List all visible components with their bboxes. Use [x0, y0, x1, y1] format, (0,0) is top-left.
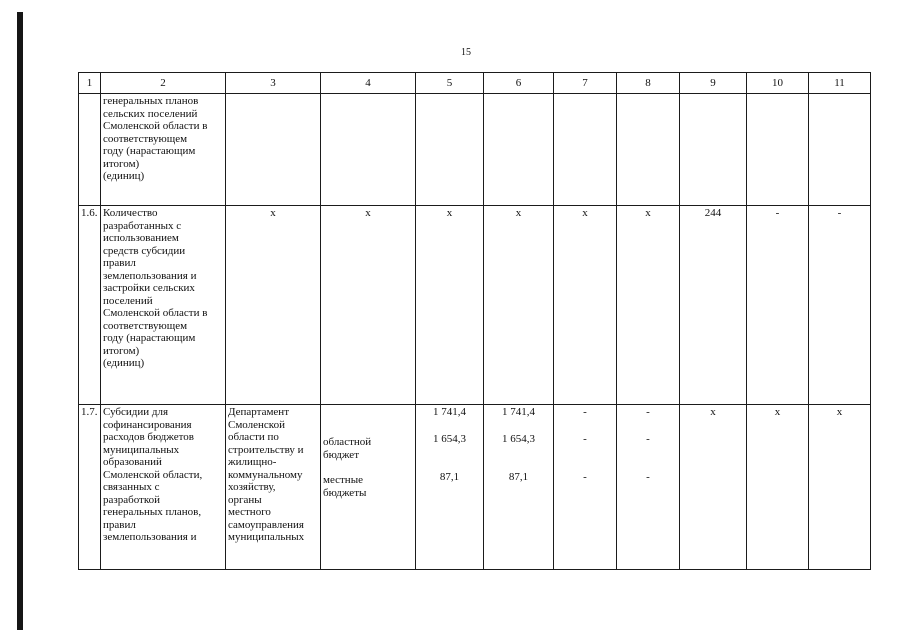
header-cell: 11	[809, 73, 871, 94]
text-line: Смоленской области в	[103, 120, 208, 132]
text-line: Смоленской области в	[103, 307, 208, 319]
text-line: Департамент	[228, 406, 290, 418]
header-row	[79, 73, 871, 94]
header-cell: 2	[101, 73, 226, 94]
text-line: Субсидии для	[103, 406, 169, 418]
cell-value: -	[747, 206, 809, 405]
header-cell: 7	[554, 73, 617, 94]
scan-edge-bar	[17, 12, 23, 630]
text-line: разработанных с	[103, 219, 182, 232]
amount-cell	[484, 405, 554, 570]
cell-value: 87,1	[439, 471, 460, 483]
text-line: муниципальных	[103, 443, 180, 456]
text-line: генеральных планов,	[103, 506, 202, 518]
text-line: областной	[323, 436, 372, 448]
cell-value: 1 741,4	[502, 406, 535, 418]
header-cell: 8	[617, 73, 680, 94]
budget-source	[321, 405, 416, 570]
cell-value: -	[583, 406, 587, 418]
text-line: разработкой	[103, 493, 161, 506]
text-line: соответствующем	[103, 319, 188, 332]
text-line: хозяйству,	[228, 481, 276, 493]
text-line: бюджеты	[323, 486, 367, 499]
text-line: органы	[228, 493, 262, 506]
text-line: бюджет	[323, 448, 359, 461]
indicator-text	[101, 405, 226, 570]
text-line: местного	[228, 506, 271, 518]
text-line: муниципальных	[228, 531, 305, 543]
cell-value: 244	[680, 206, 747, 405]
header-cell: 9	[680, 73, 747, 94]
indicator-text	[101, 206, 226, 405]
text-line: строительству и	[228, 443, 304, 456]
text-line: Смоленской области,	[103, 468, 203, 481]
text-line: генеральных планов	[103, 95, 199, 107]
amount-cell	[416, 405, 484, 570]
amount-cell	[554, 405, 617, 570]
text-line: расходов бюджетов	[103, 431, 194, 443]
text-line: образований	[103, 456, 162, 468]
text-line: сельских поселений	[103, 107, 198, 120]
cell-value: -	[646, 432, 650, 445]
page-number: 15	[461, 47, 471, 58]
text-line: землепользования и	[103, 531, 197, 543]
text-line: коммунальному	[228, 468, 303, 481]
cell-value: 87,1	[508, 471, 529, 483]
text-line: самоуправления	[228, 518, 304, 531]
header-cell: 6	[484, 73, 554, 94]
text-line: застройки сельских	[103, 282, 195, 294]
text-line: году (нарастающим	[103, 332, 196, 344]
text-line: итогом)	[103, 344, 140, 357]
header-cell: 5	[416, 73, 484, 94]
cell-value: х	[617, 206, 680, 405]
header-cell: 10	[747, 73, 809, 94]
text-line: софинансирования	[103, 418, 192, 431]
text-line: (единиц)	[103, 357, 145, 369]
text-line: жилищно-	[228, 456, 277, 468]
text-line: правил	[103, 518, 136, 531]
text-line: поселений	[103, 294, 153, 307]
cell-value: х	[809, 405, 871, 570]
cell-value: -	[583, 471, 587, 483]
executor-text	[226, 405, 321, 570]
text-line: соответствующем	[103, 132, 188, 145]
text-line: использованием	[103, 232, 179, 244]
cell-value: х	[226, 206, 321, 405]
cell-value: -	[583, 432, 587, 445]
text-line: средств субсидии	[103, 244, 186, 257]
row-number: 1.7.	[79, 405, 101, 570]
cell-value: х	[747, 405, 809, 570]
text-line: итогом)	[103, 157, 140, 170]
text-line: области по	[228, 431, 279, 443]
cell-value: х	[680, 405, 747, 570]
header-cell: 4	[321, 73, 416, 94]
text-line: землепользования и	[103, 269, 197, 282]
text-line: правил	[103, 257, 136, 269]
cell-value: -	[809, 206, 871, 405]
header-cell: 3	[226, 73, 321, 94]
table-row	[79, 206, 871, 405]
cell-value: х	[554, 206, 617, 405]
amount-cell	[617, 405, 680, 570]
cell-value: х	[416, 206, 484, 405]
row-number: 1.6.	[79, 206, 101, 405]
cell-value: -	[646, 471, 650, 483]
text-line: связанных с	[103, 481, 160, 493]
text-line: (единиц)	[103, 170, 145, 182]
cell-value: 1 741,4	[433, 406, 466, 418]
cell-value: 1 654,3	[502, 432, 535, 445]
table-row	[79, 94, 871, 206]
cell-value: 1 654,3	[433, 432, 466, 445]
indicator-text	[101, 94, 226, 206]
text-line: Количество	[103, 207, 158, 219]
cell-value: х	[484, 206, 554, 405]
cell-value: -	[646, 406, 650, 418]
header-cell: 1	[79, 73, 101, 94]
table-row	[79, 405, 871, 570]
text-line: Смоленской	[228, 418, 285, 431]
text-line: местные	[323, 474, 363, 486]
cell-value: х	[321, 206, 416, 405]
budget-table	[78, 72, 871, 570]
text-line: году (нарастающим	[103, 145, 196, 157]
